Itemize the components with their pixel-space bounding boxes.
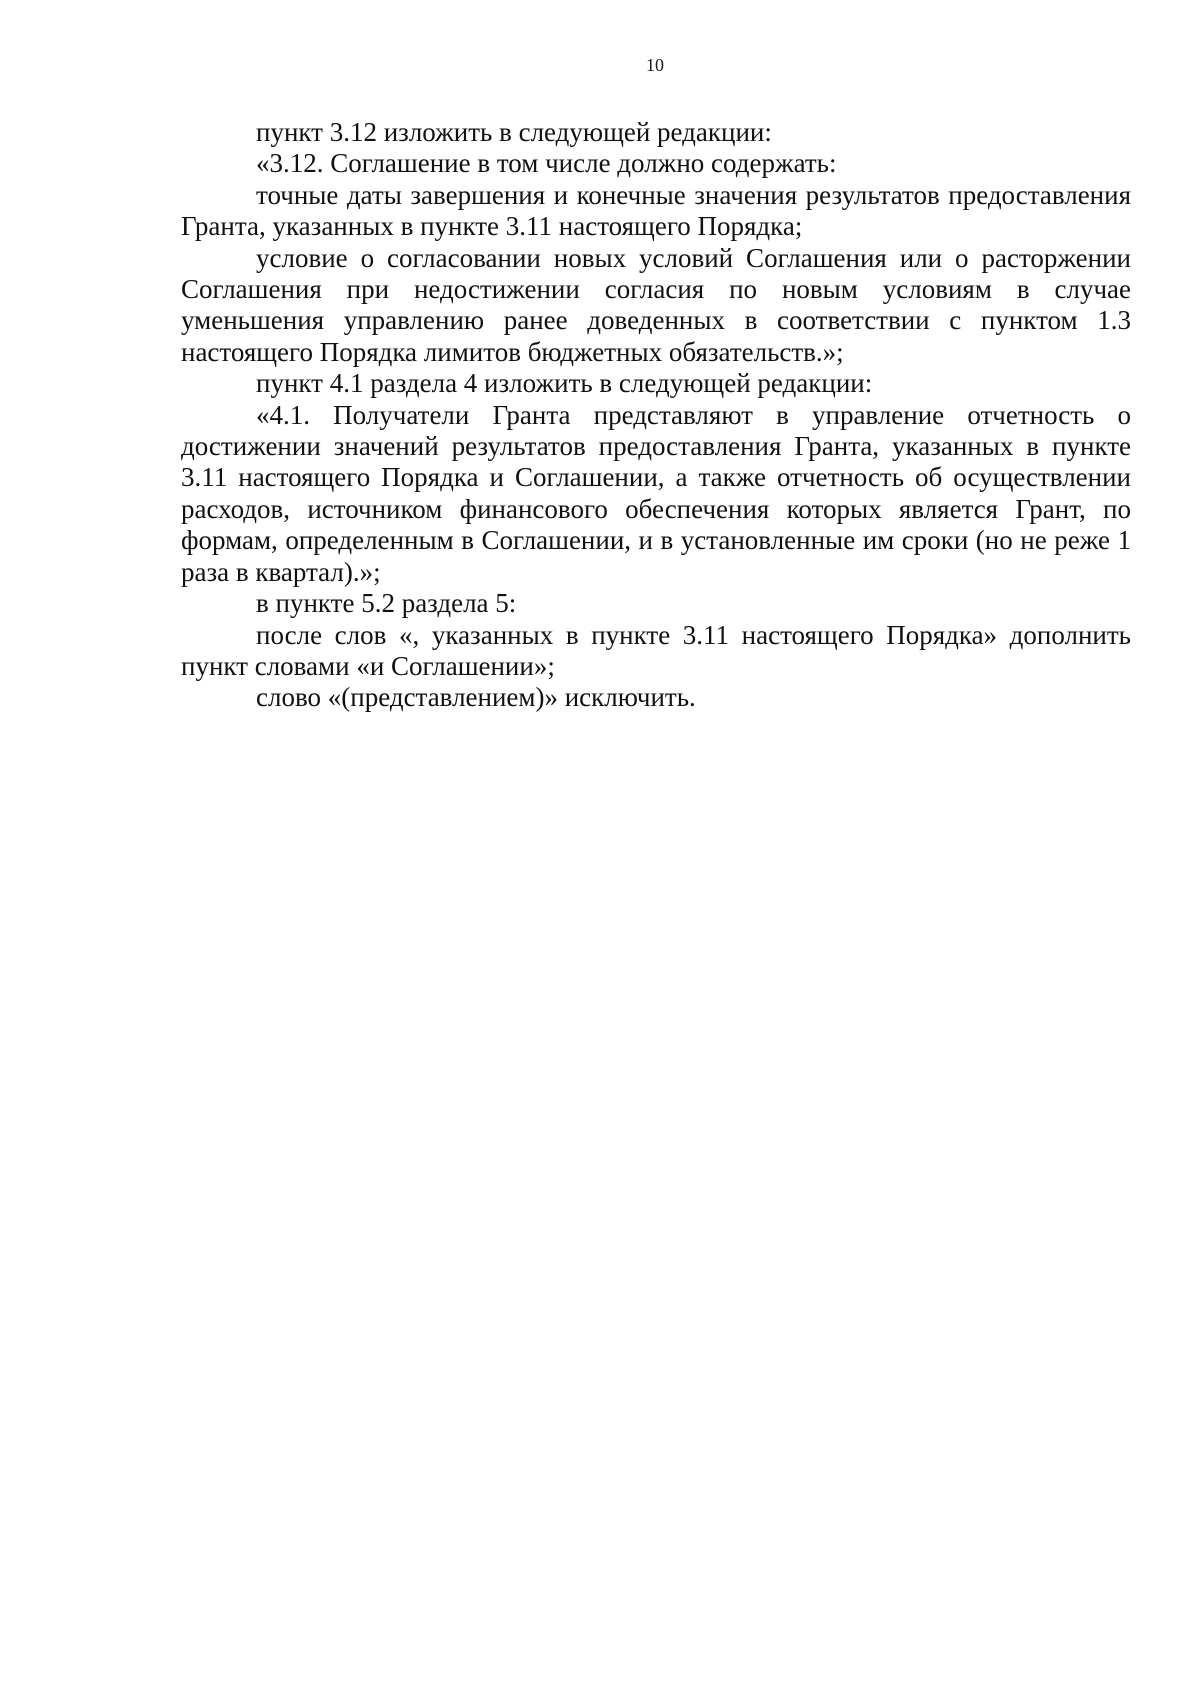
- paragraph-1: пункт 3.12 изложить в следующей редакции:: [256, 117, 772, 147]
- document-body: [181, 117, 1131, 714]
- page-number: 10: [646, 55, 664, 75]
- paragraph-6: «4.1. Получатели Гранта представляют в управление отчетность о достижении значений результатов предоставления Гранта, указанных в пункте 3.11 настоящего Порядка и Соглашении, а также отчетность об осуществлении расходов, источником финансового обеспечения которых является Грант, по формам, определенным в Соглашении, и в установленные им сроки (но не реже 1 раза в квартал).»;: [181, 399, 1131, 587]
- paragraph-9: слово «(представлением)» исключить.: [256, 682, 696, 713]
- paragraph-3: точные даты завершения и конечные значения результатов предоставления Гранта, указанных в пункте 3.11 настоящего Порядка;: [181, 179, 1131, 242]
- paragraph-7: в пункте 5.2 раздела 5:: [256, 588, 517, 619]
- paragraph-2: «3.12. Соглашение в том числе должно содержать:: [256, 148, 837, 179]
- paragraph-8: после слов «, указанных в пункте 3.11 настоящего Порядка» дополнить пункт словами «и Соглашении»;: [181, 619, 1131, 681]
- paragraph-4: условие о согласовании новых условий Соглашения или о расторжении Соглашения при недостижении согласия по новым условиям в случае уменьшения управлению ранее доведенных в соответствии с пунктом 1.3 настоящего Порядка лимитов бюджетных обязательств.»;: [181, 242, 1131, 367]
- paragraph-5: пункт 4.1 раздела 4 изложить в следующей редакции:: [256, 368, 873, 399]
